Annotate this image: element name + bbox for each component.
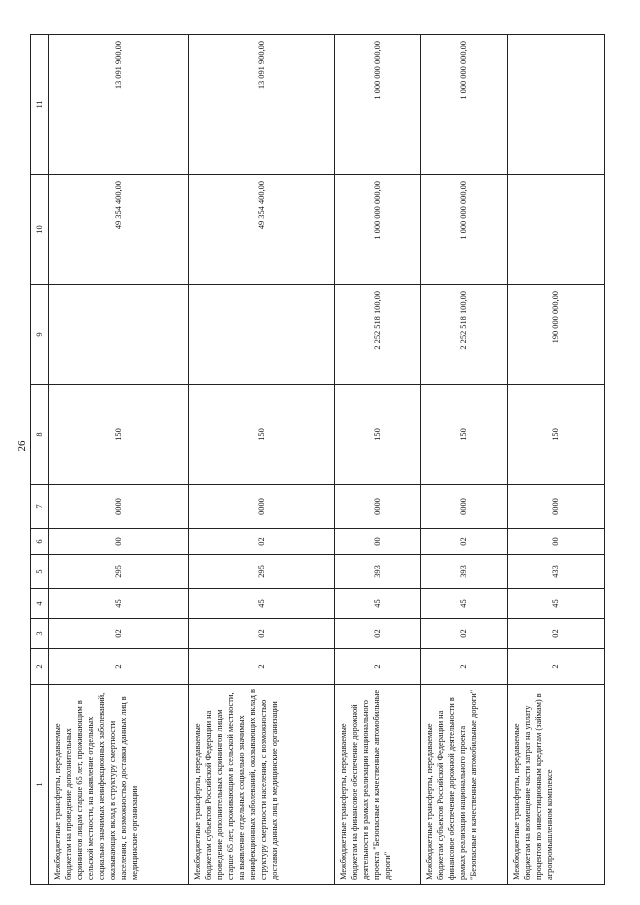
cell-col-5: 295 <box>49 555 189 589</box>
cell-col-9 <box>49 285 189 385</box>
cell-col-7: 0000 <box>507 485 604 529</box>
cell-col-7: 0000 <box>189 485 334 529</box>
cell-col-7: 0000 <box>420 485 507 529</box>
cell-col-2: 2 <box>507 649 604 685</box>
cell-col-8: 150 <box>189 385 334 485</box>
cell-col-11: 1 000 000 000,00 <box>334 35 420 175</box>
header-col-11: 11 <box>31 35 49 175</box>
cell-col-9: 2 252 518 100,00 <box>420 285 507 385</box>
cell-col-9: 2 252 518 100,00 <box>334 285 420 385</box>
table-row <box>189 35 334 885</box>
cell-col-6: 02 <box>189 529 334 555</box>
cell-col-3: 02 <box>189 619 334 649</box>
budget-table <box>30 34 605 885</box>
header-col-4: 4 <box>31 589 49 619</box>
cell-col-11: 13 091 900,00 <box>49 35 189 175</box>
header-col-10: 10 <box>31 175 49 285</box>
cell-col-3: 02 <box>334 619 420 649</box>
header-col-6: 6 <box>31 529 49 555</box>
cell-col-3: 02 <box>507 619 604 649</box>
header-col-7: 7 <box>31 485 49 529</box>
cell-col-4: 45 <box>420 589 507 619</box>
cell-col-10: 49 354 400,00 <box>49 175 189 285</box>
cell-col-6: 00 <box>49 529 189 555</box>
cell-col-11: 13 091 900,00 <box>189 35 334 175</box>
cell-col-5: 433 <box>507 555 604 589</box>
cell-col-10: 1 000 000 000,00 <box>334 175 420 285</box>
header-col-1: 1 <box>31 685 49 885</box>
cell-col-8: 150 <box>49 385 189 485</box>
header-col-5: 5 <box>31 555 49 589</box>
header-col-9: 9 <box>31 285 49 385</box>
cell-col-10: 1 000 000 000,00 <box>420 175 507 285</box>
cell-col-8: 150 <box>420 385 507 485</box>
row-description: Межбюджетные трансферты, передаваемые бюджетам субъектов Российской Федерации на проведение дополнительных скринингов лицам старше 65 лет, проживающим в сельской местности, на выявление отдельных социально значимых неинфекционных заболеваний, оказывающих вклад в структуру смертности населения, с возможностью доставки данных лиц в медицинские организации <box>189 685 334 885</box>
cell-col-7: 0000 <box>334 485 420 529</box>
cell-col-9 <box>189 285 334 385</box>
row-description: Межбюджетные трансферты, передаваемые бюджетам на возмещение части затрат на уплату процентов по инвестиционным кредитам (займам) в агропромышленном комплексе <box>507 685 604 885</box>
cell-col-6: 02 <box>420 529 507 555</box>
header-row <box>31 35 49 885</box>
cell-col-8: 150 <box>334 385 420 485</box>
table-row <box>507 35 604 885</box>
cell-col-5: 393 <box>420 555 507 589</box>
cell-col-6: 00 <box>507 529 604 555</box>
cell-col-11 <box>507 35 604 175</box>
cell-col-2: 2 <box>334 649 420 685</box>
row-description: Межбюджетные трансферты, передаваемые бюджетам субъектов Российской Федерации на финансовое обеспечение дорожной деятельности в рамках реализации национального проекта "Безопасные и качественные автомобильные дороги" <box>420 685 507 885</box>
header-col-8: 8 <box>31 385 49 485</box>
cell-col-2: 2 <box>49 649 189 685</box>
cell-col-4: 45 <box>507 589 604 619</box>
cell-col-2: 2 <box>189 649 334 685</box>
cell-col-4: 45 <box>189 589 334 619</box>
cell-col-6: 00 <box>334 529 420 555</box>
cell-col-10: 49 354 400,00 <box>189 175 334 285</box>
cell-col-2: 2 <box>420 649 507 685</box>
row-description: Межбюджетные трансферты, передаваемые бюджетам на финансовое обеспечение дорожной деятельности в рамках реализации национального проекта "Безопасные и качественные автомобильные дороги" <box>334 685 420 885</box>
header-col-3: 3 <box>31 619 49 649</box>
cell-col-10 <box>507 175 604 285</box>
table-row <box>49 35 189 885</box>
cell-col-7: 0000 <box>49 485 189 529</box>
row-description: Межбюджетные трансферты, передаваемые бюджетам на проведение дополнительных скринингов лицам старше 65 лет, проживающим в сельской местности, на выявление отдельных социально значимых неинфекционных заболеваний, оказывающих вклад в структуру смертности населения, с возможностью доставки данных лиц в медицинские организации <box>49 685 189 885</box>
table-row <box>420 35 507 885</box>
cell-col-5: 393 <box>334 555 420 589</box>
cell-col-4: 45 <box>49 589 189 619</box>
header-col-2: 2 <box>31 649 49 685</box>
cell-col-3: 02 <box>420 619 507 649</box>
cell-col-9: 190 000 000,00 <box>507 285 604 385</box>
cell-col-4: 45 <box>334 589 420 619</box>
cell-col-8: 150 <box>507 385 604 485</box>
rotated-table-container <box>30 35 605 885</box>
cell-col-5: 295 <box>189 555 334 589</box>
cell-col-11: 1 000 000 000,00 <box>420 35 507 175</box>
cell-col-3: 02 <box>49 619 189 649</box>
page-number: 26 <box>16 440 28 452</box>
table-row <box>334 35 420 885</box>
